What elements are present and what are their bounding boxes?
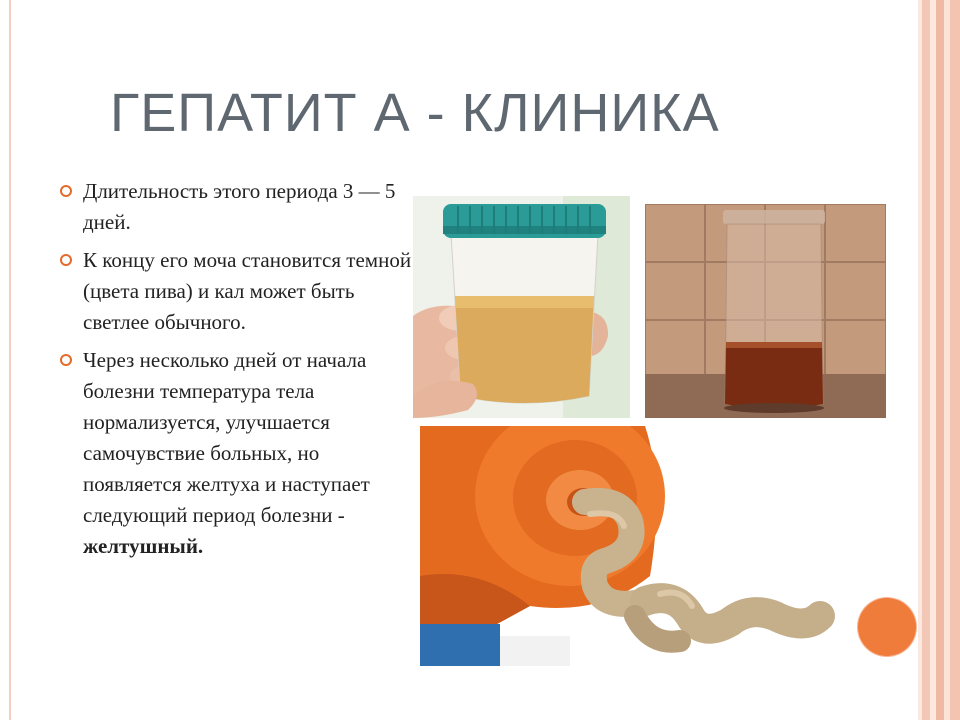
slide-title: ГЕПАТИТ А - КЛИНИКА — [110, 83, 720, 143]
decorative-orange-circle — [858, 598, 916, 656]
bullet-circle-icon — [60, 354, 72, 366]
bullet-circle-icon — [60, 254, 72, 266]
urine-sample-cup-image — [413, 196, 630, 418]
jar-illustration — [645, 204, 886, 418]
bullet-list — [60, 176, 420, 569]
bullet-bold-term: желтушный. — [83, 534, 204, 558]
slide-left-border — [9, 0, 11, 720]
dark-liquid-jar-image — [645, 204, 886, 418]
paste-tube-illustration — [420, 426, 840, 666]
bullet-text: К концу его моча становится темной (цвета пива) и кал может быть светлее обычного. — [83, 248, 412, 334]
slide-right-stripes — [918, 0, 960, 720]
urine-cup-illustration — [413, 196, 630, 418]
bullet-item — [60, 245, 420, 338]
bullet-text: Через несколько дней от начала болезни температура тела нормализуется, улучшается самочувствие больных, но появляется желтуха и наступает следующий период болезни - — [83, 348, 370, 527]
bullet-item — [60, 345, 420, 562]
light-stool-image — [420, 426, 840, 666]
bullet-circle-icon — [60, 185, 72, 197]
bullet-text: Длительность этого периода 3 — 5 дней. — [83, 179, 396, 234]
bullet-item — [60, 176, 420, 238]
